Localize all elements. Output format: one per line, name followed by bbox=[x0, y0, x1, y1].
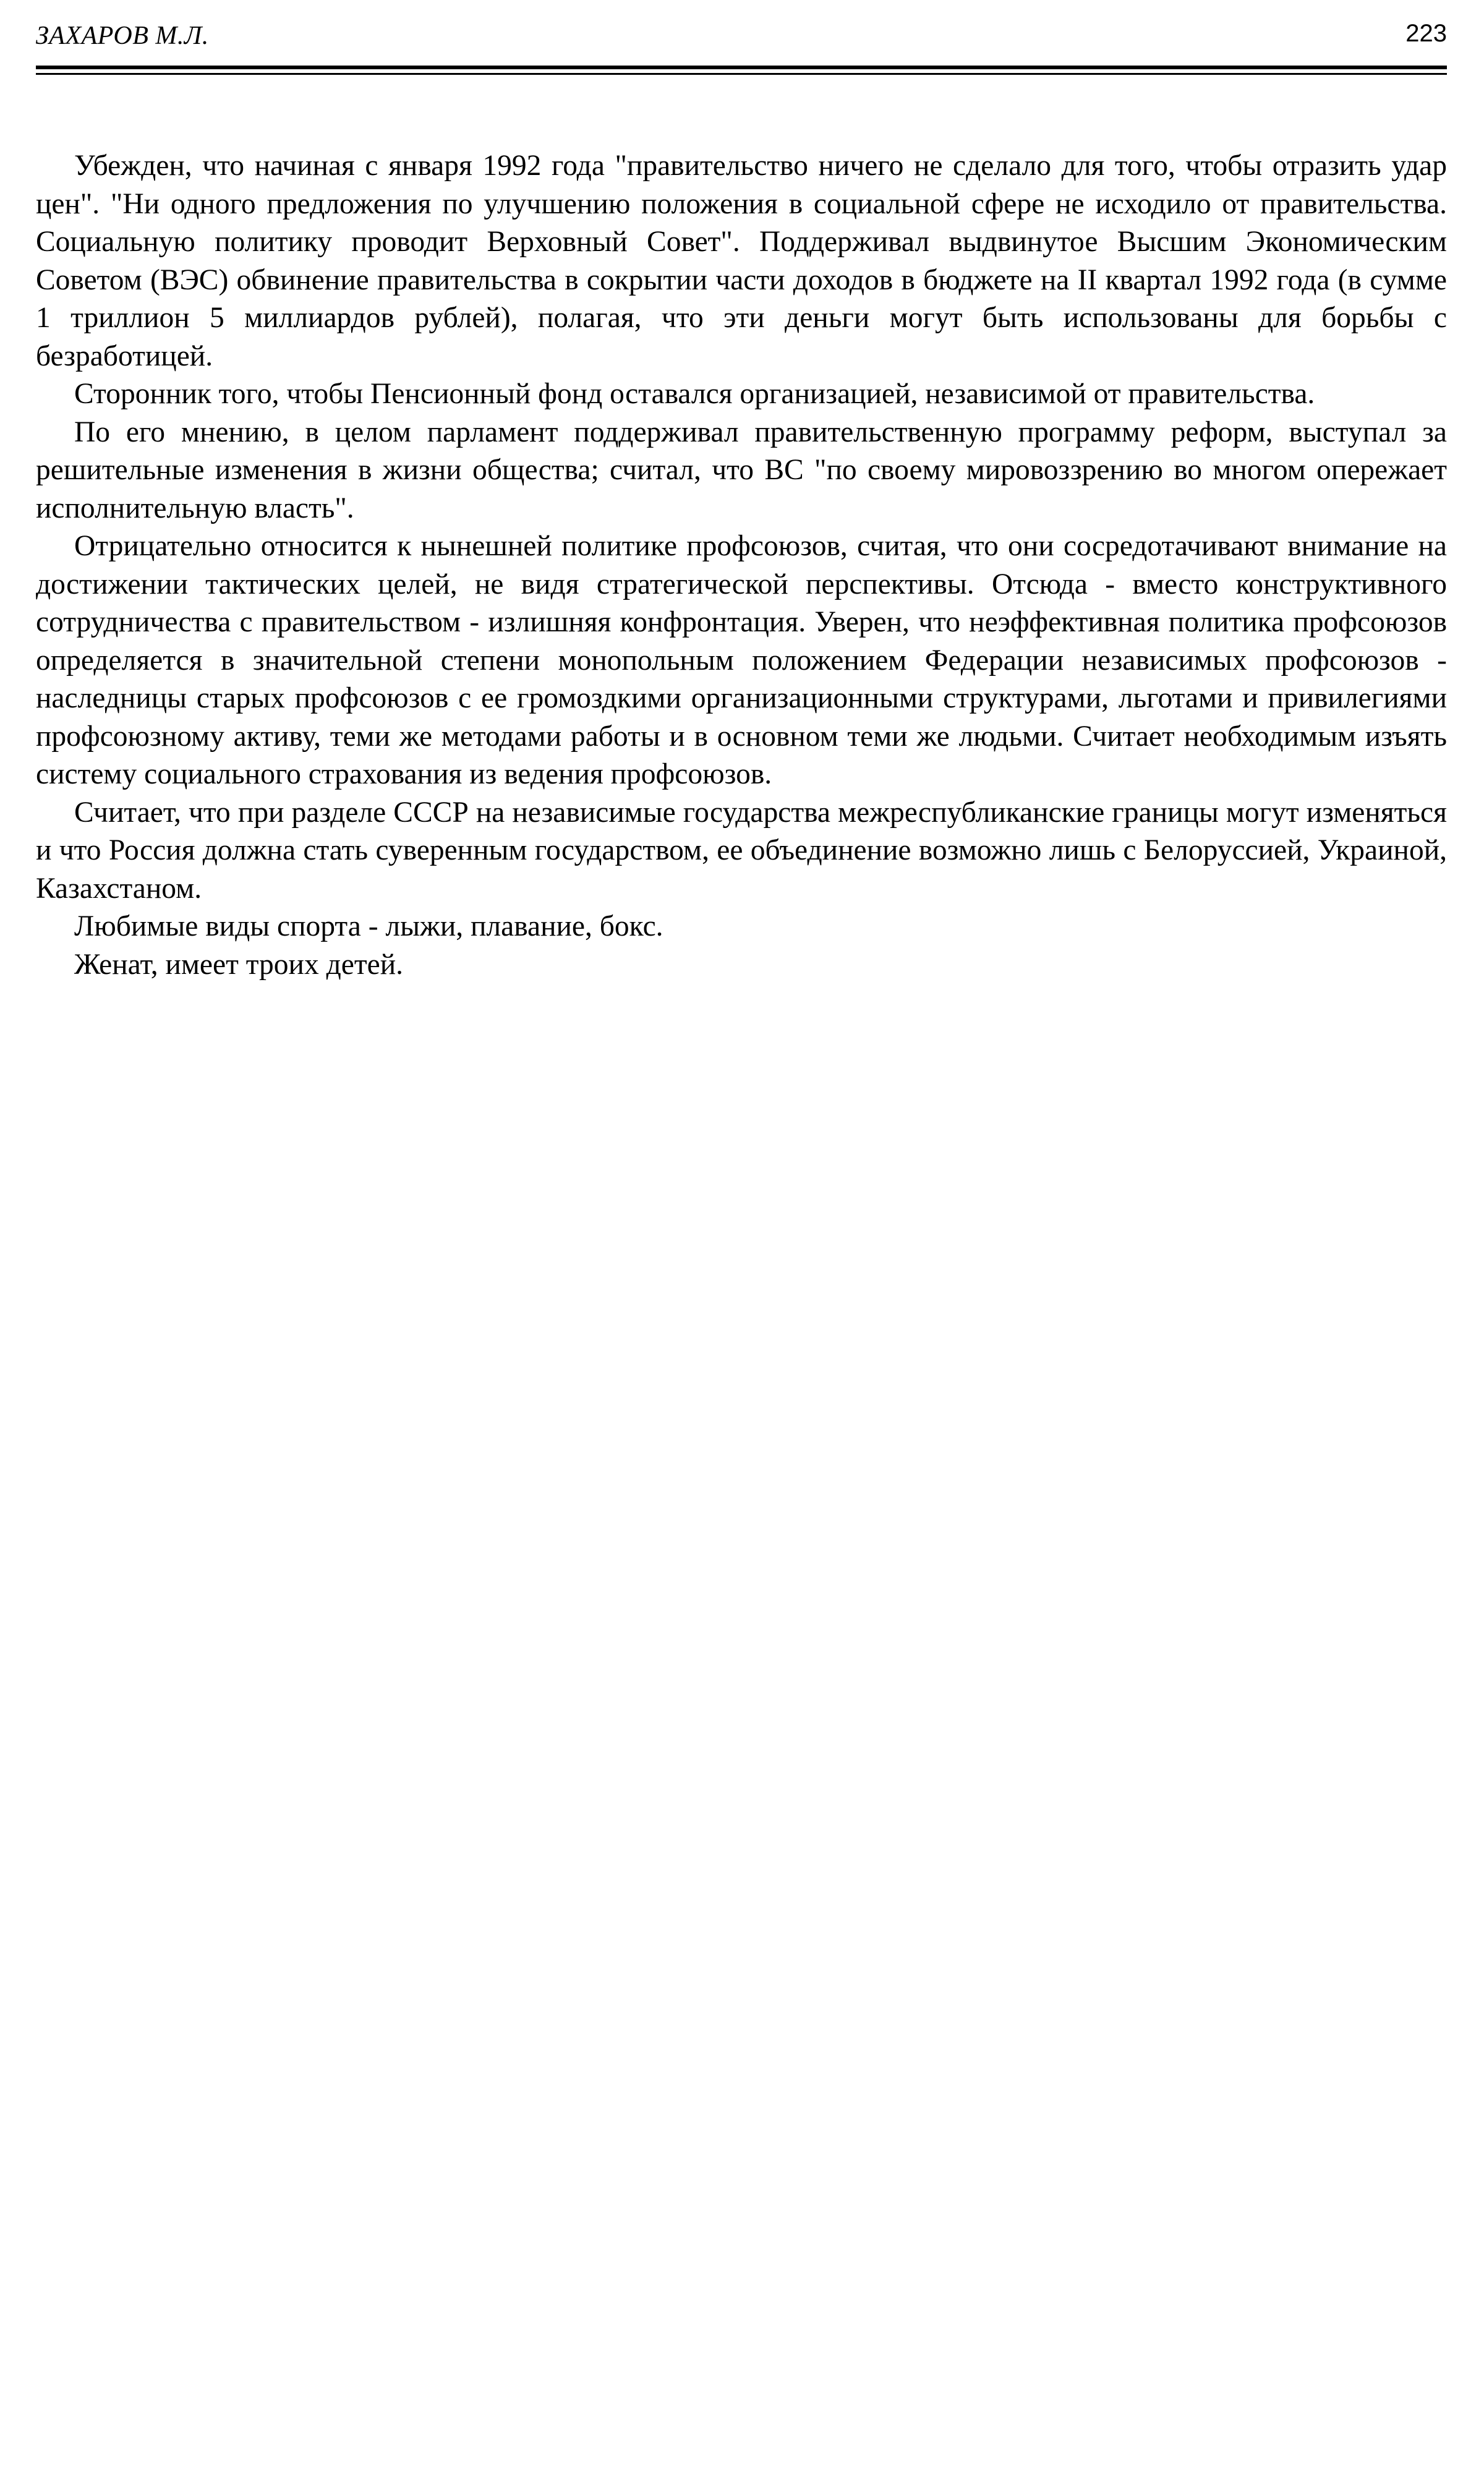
paragraph-trade-unions: Отрицательно относится к нынешней политике профсоюзов, считая, что они сосредотачивают внимание на достижении тактических целей, не видя стратегической перспективы. Отсюда - вместо конструктивного сотрудничества с правительством - излишняя конфронтация. Уверен, что неэффективная политика профсоюзов определяется в значительной степени монопольным положением Федерации независимых профсоюзов - наследницы старых профсоюзов с ее громоздкими организационными структурами, льготами и привилегиями профсоюзному активу, теми же методами работы и в основном теми же людьми. Считает необходимым изъять систему социального страхования из ведения профсоюзов. bbox=[36, 530, 1447, 790]
running-header bbox=[36, 19, 1447, 56]
header-author: ЗАХАРОВ М.Л. bbox=[36, 22, 209, 50]
header-rule-thick bbox=[36, 66, 1447, 69]
paragraph-parliament-reforms: По его мнению, в целом парламент поддерживал правительственную программу реформ, выступал за решительные изменения в жизни общества; считал, что ВС "по своему мировоззрению во многом опережает исполнительную власть". bbox=[36, 416, 1447, 524]
paragraph-price-shock: Убежден, что начиная с января 1992 года "правительство ничего не сделало для того, чтобы отразить удар цен". "Ни одного предложения по улучшению положения в социальной сфере не исходило от правительства. Социальную политику проводит Верховный Совет". Поддерживал выдвинутое Высшим Экономическим Советом (ВЭС) обвинение правительства в сокрытии части доходов в бюджете на II квартал 1992 года (в сумме 1 триллион 5 миллиардов рублей), полагая, что эти деньги могут быть использованы для борьбы с безработицей. bbox=[36, 150, 1447, 372]
page-number: 223 bbox=[1405, 20, 1447, 47]
paragraph-ussr-borders: Считает, что при разделе СССР на независимые государства межреспубликанские границы могут изменяться и что Россия должна стать суверенным государством, ее объединение возможно лишь с Белоруссией, Украиной, Казахстаном. bbox=[36, 796, 1447, 905]
paragraph-pension-fund: Сторонник того, чтобы Пенсионный фонд оставался организацией, независимой от правительства. bbox=[74, 378, 1315, 410]
body-text bbox=[36, 147, 1447, 984]
header-rule-thin bbox=[36, 73, 1447, 75]
paragraph-sports: Любимые виды спорта - лыжи, плавание, бокс. bbox=[74, 910, 663, 942]
paragraph-family: Женат, имеет троих детей. bbox=[74, 948, 403, 981]
